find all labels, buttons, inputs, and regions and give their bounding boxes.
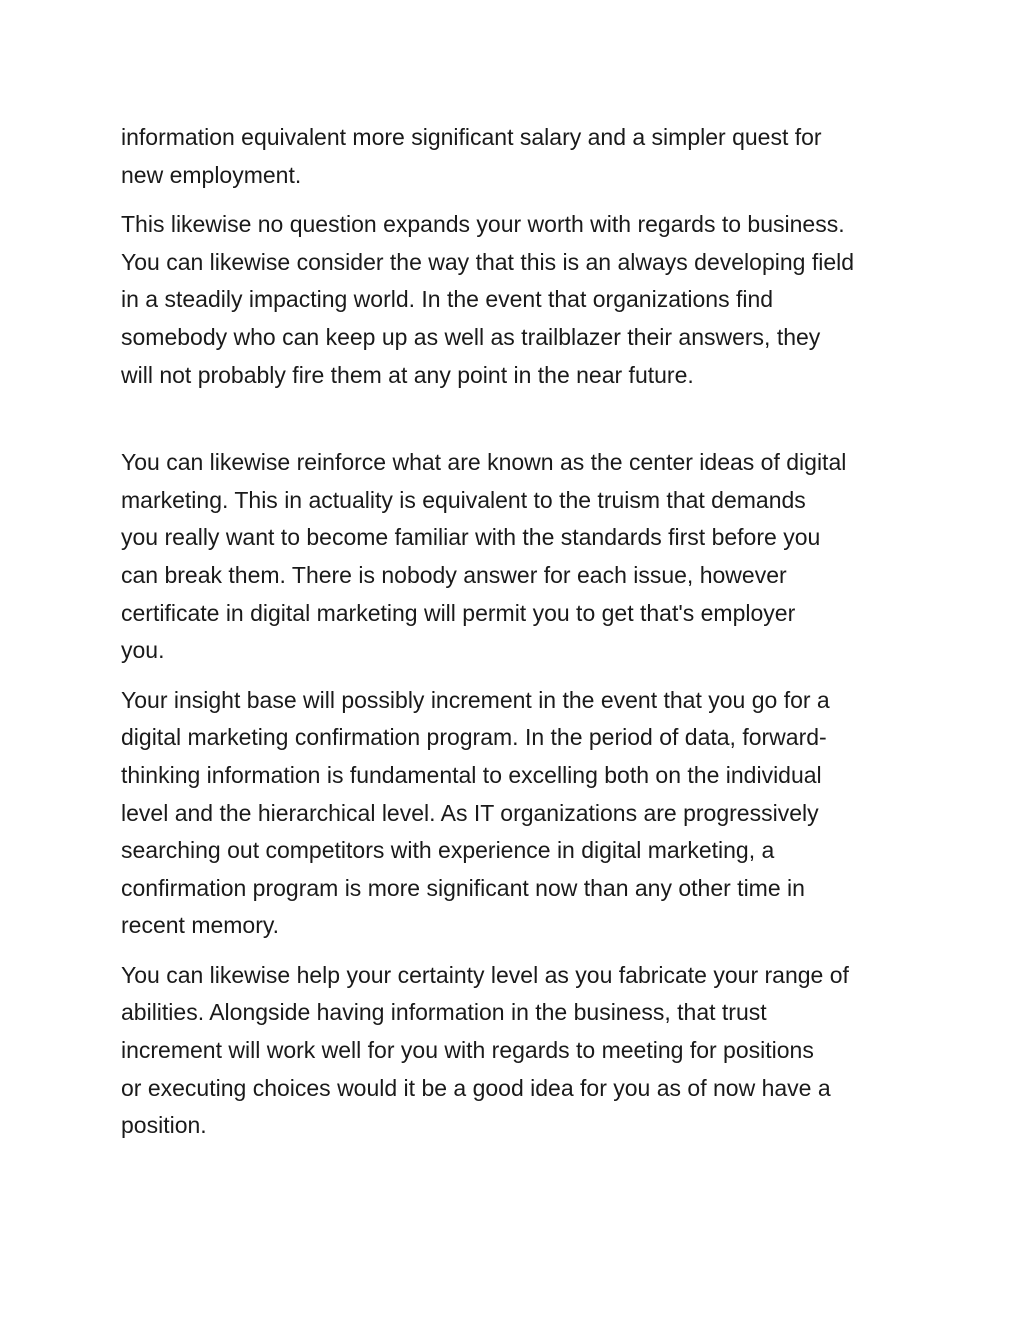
text-line: searching out competitors with experience in digital marketing, a xyxy=(121,837,775,864)
paragraph-2 xyxy=(121,206,911,394)
body-text xyxy=(121,119,911,1157)
text-line: in a steadily impacting world. In the event that organizations find xyxy=(121,286,774,313)
text-line: This likewise no question expands your worth with regards to business. xyxy=(121,211,845,238)
text-line: You can likewise reinforce what are known as the center ideas of digital xyxy=(121,449,847,476)
text-line: abilities. Alongside having information in the business, that trust xyxy=(121,999,767,1026)
paragraph-4 xyxy=(121,682,911,945)
text-line: new employment. xyxy=(121,161,302,188)
text-line: you really want to become familiar with the standards first before you xyxy=(121,524,821,551)
text-line: You can likewise help your certainty level as you fabricate your range of xyxy=(121,961,849,988)
paragraph-1 xyxy=(121,119,911,194)
text-line: confirmation program is more significant now than any other time in xyxy=(121,874,805,901)
text-line: or executing choices would it be a good idea for you as of now have a xyxy=(121,1074,831,1101)
text-line: marketing. This in actuality is equivalent to the truism that demands xyxy=(121,486,806,513)
text-line: digital marketing confirmation program. In the period of data, forward- xyxy=(121,724,827,751)
text-line: will not probably fire them at any point in the near future. xyxy=(121,361,694,388)
text-line: certificate in digital marketing will permit you to get that's employer xyxy=(121,599,796,626)
text-line: you. xyxy=(121,637,165,664)
paragraph-5 xyxy=(121,957,911,1145)
paragraph-3 xyxy=(121,444,911,670)
text-line: level and the hierarchical level. As IT organizations are progressively xyxy=(121,799,819,826)
text-line: thinking information is fundamental to excelling both on the individual xyxy=(121,761,822,788)
text-line: increment will work well for you with regards to meeting for positions xyxy=(121,1037,814,1064)
text-line: information equivalent more significant salary and a simpler quest for xyxy=(121,124,822,150)
text-line: Your insight base will possibly increment in the event that you go for a xyxy=(121,686,830,713)
text-line: recent memory. xyxy=(121,912,280,939)
text-line: can break them. There is nobody answer for each issue, however xyxy=(121,561,787,588)
text-line: position. xyxy=(121,1112,207,1139)
text-line: somebody who can keep up as well as trailblazer their answers, they xyxy=(121,323,821,350)
text-line: You can likewise consider the way that this is an always developing field xyxy=(121,248,855,275)
